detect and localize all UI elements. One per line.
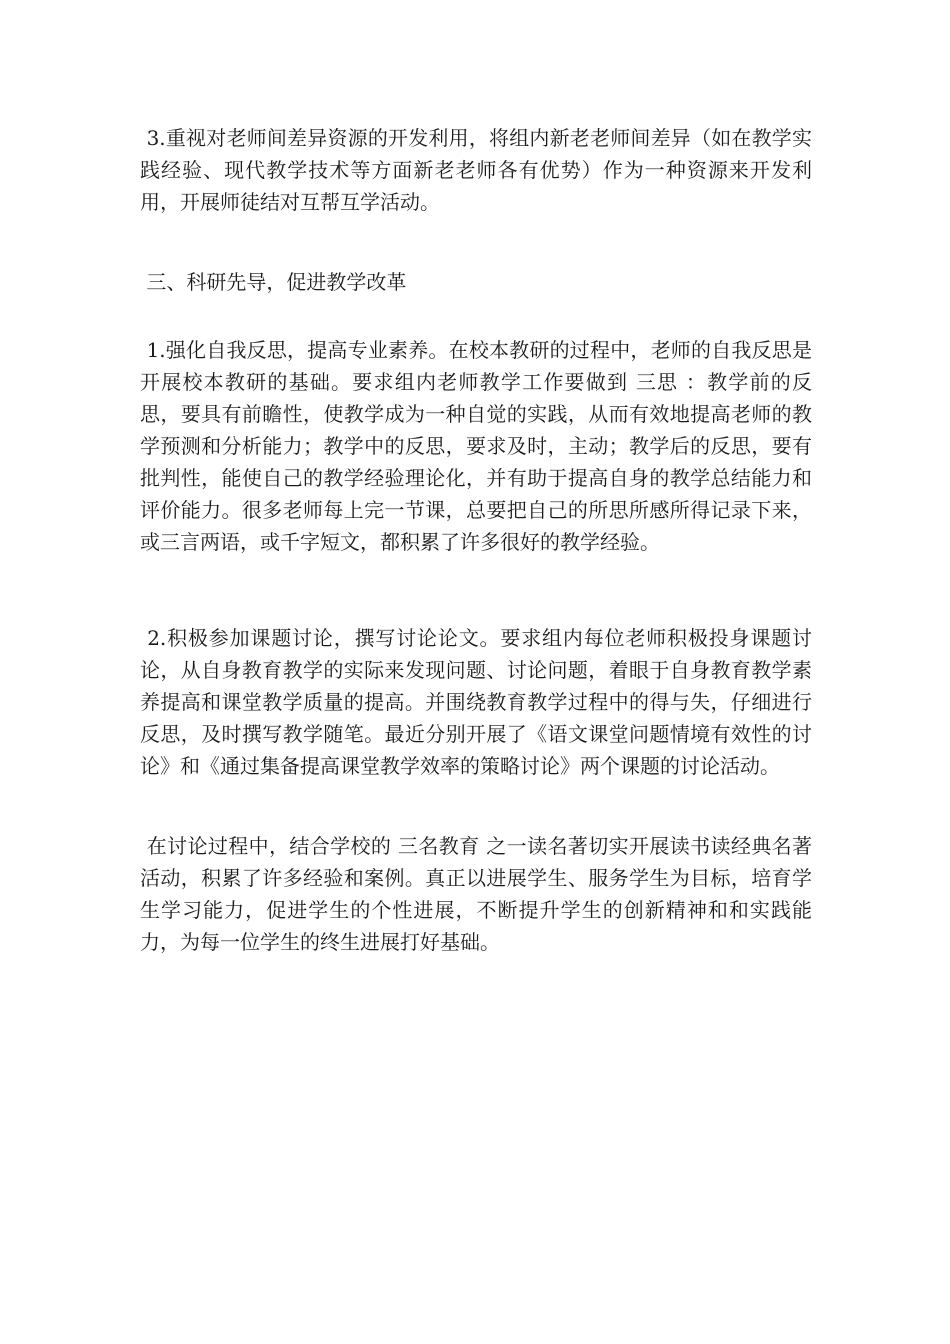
paragraph-self-reflection: 1.强化自我反思，提高专业素养。在校本教研的过程中，老师的自我反思是开展校本教研的基础。要求组内老师教学工作要做到 三思 ：教学前的反思，要具有前瞻性，使教学成为一种自觉的实践，从而有效地提高老师的教学预测和分析能力；教学中的反思，要求及时，主动；教学后的反思，要有批判性，能使自己的教学经验理论化，并有助于提高自身的教学总结能力和评价能力。很多老师每上完一节课，总要把自己的所思所感所得记录下来，或三言两语，或千字短文，都积累了许多很好的教学经验。 <box>140 338 812 554</box>
paragraph-research-participation: 2.积极参加课题讨论，撰写讨论论文。要求组内每位老师积极投身课题讨论，从自身教育教学的实际来发现问题、讨论问题，着眼于自身教育教学素养提高和课堂教学质量的提高。并围绕教育教学过程中的得与失，仔细进行反思，及时撰写教学随笔。最近分别开展了《语文课堂问题情境有效性的讨论》和《通过集备提高课堂教学效率的策略讨论》两个课题的讨论活动。 <box>140 626 812 778</box>
paragraph-teacher-differences: 3.重视对老师间差异资源的开发利用，将组内新老老师间差异（如在教学实践经验、现代教学技术等方面新老老师各有优势）作为一种资源来开发利用，开展师徒结对互帮互学活动。 <box>140 126 812 214</box>
paragraph-reading-activity: 在讨论过程中，结合学校的 三名教育 之一读名著切实开展读书读经典名著活动，积累了许多经验和案例。真正以进展学生、服务学生为目标，培育学生学习能力，促进学生的个性进展，不断提升学生的创新精神和和实践能力，为每一位学生的终生进展打好基础。 <box>140 834 813 954</box>
section-heading-research: 三、科研先导，促进教学改革 <box>140 270 407 294</box>
